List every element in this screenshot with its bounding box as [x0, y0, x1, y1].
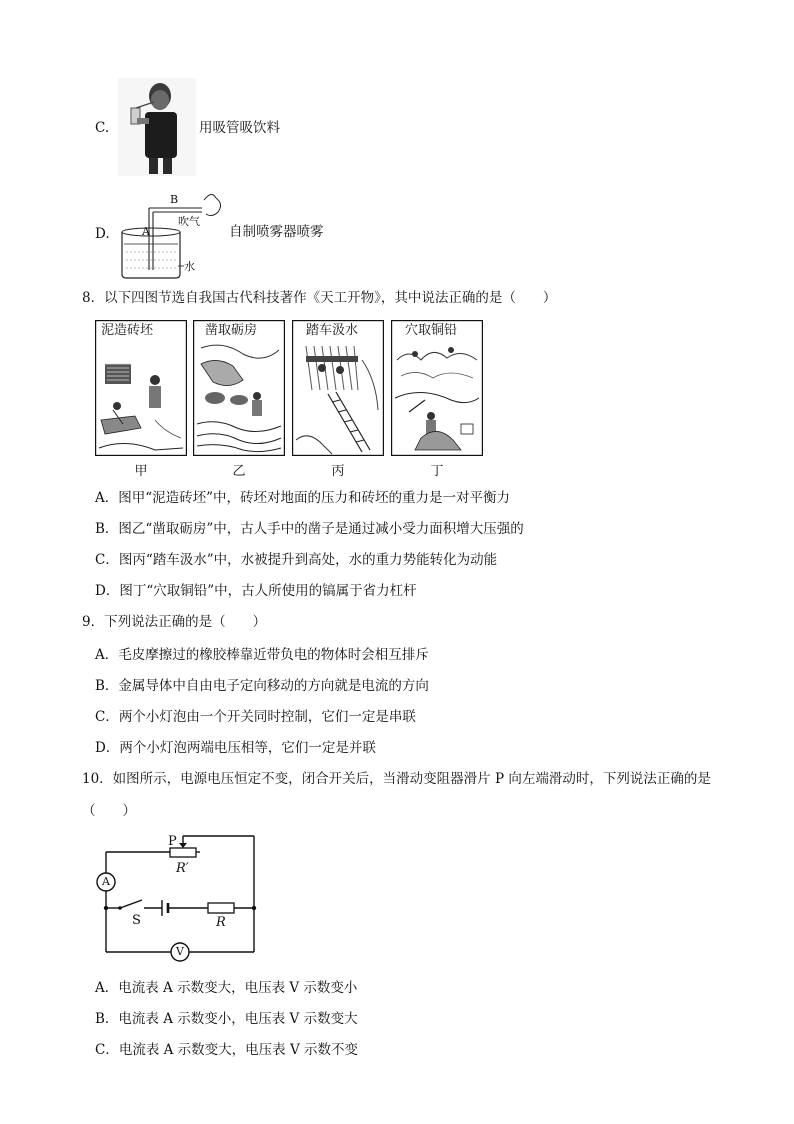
panel-bing-caption: 丙 — [331, 464, 345, 479]
circuit-label-v: V — [176, 945, 184, 958]
sprayer-label-a: A — [142, 225, 150, 238]
circuit-label-p: P — [168, 834, 177, 849]
sprayer-diagram — [120, 182, 230, 280]
q9-option-b: B．金属导体中自由电子定向移动的方向就是电流的方向 — [95, 678, 429, 694]
q10-stem-line2: （ ） — [82, 803, 136, 819]
child-drinking-straw-photo — [118, 78, 196, 176]
panel-jia-caption: 甲 — [134, 464, 148, 479]
sprayer-label-blow: 吹气 — [178, 215, 200, 228]
panel-bing — [292, 320, 384, 456]
circuit-label-r: R — [216, 915, 226, 930]
q10-option-c: C．电流表 A 示数变大，电压表 V 示数不变 — [95, 1042, 358, 1058]
panel-yi-title: 凿取砺房 — [205, 323, 258, 338]
circuit-diagram — [92, 832, 272, 964]
q7-option-d-letter: D. — [95, 226, 110, 242]
q7-option-c-letter: C. — [95, 120, 110, 136]
circuit-label-rprime: R′ — [176, 861, 189, 876]
q10-stem-line1: 10．如图所示，电源电压恒定不变，闭合开关后，当滑动变阻器滑片 P 向左端滑动时，下列说法正确的是 — [82, 771, 711, 787]
q10-option-b: B．电流表 A 示数变小，电压表 V 示数变大 — [95, 1011, 358, 1027]
panel-ding-title: 穴取铜铅 — [405, 323, 458, 338]
panel-bing-title: 踏车汲水 — [306, 323, 359, 338]
panel-ding-caption: 丁 — [430, 464, 444, 479]
q8-option-d: D．图丁“穴取铜铅”中，古人所使用的镐属于省力杠杆 — [95, 583, 417, 599]
q9-option-a: A．毛皮摩擦过的橡胶棒靠近带负电的物体时会相互排斥 — [95, 647, 429, 663]
circuit-label-s: S — [132, 913, 141, 928]
sprayer-label-water: 水 — [184, 260, 195, 273]
sprayer-label-b: B — [170, 193, 179, 206]
q8-option-b: B．图乙“凿取砺房”中，古人手中的凿子是通过减小受力面积增大压强的 — [95, 521, 524, 537]
q8-option-a: A．图甲“泥造砖坯”中，砖坯对地面的压力和砖坯的重力是一对平衡力 — [95, 490, 511, 506]
panel-yi-caption: 乙 — [232, 464, 246, 479]
q9-stem: 9．下列说法正确的是（ ） — [82, 614, 267, 630]
q8-option-c: C．图丙“踏车汲水”中，水被提升到高处，水的重力势能转化为动能 — [95, 552, 498, 568]
q7-option-d-text: 自制喷雾器喷雾 — [229, 224, 324, 240]
q7-option-c-text: 用吸管吸饮料 — [199, 120, 280, 136]
panel-jia — [95, 320, 187, 456]
q8-stem: 8．以下四图节选自我国古代科技著作《天工开物》，其中说法正确的是（ ） — [82, 290, 557, 306]
panel-yi — [193, 320, 285, 456]
panel-jia-title: 泥造砖坯 — [101, 323, 154, 338]
q10-option-a: A．电流表 A 示数变大，电压表 V 示数变小 — [95, 980, 358, 996]
panel-ding — [391, 320, 483, 456]
circuit-label-a: A — [102, 875, 110, 888]
q9-option-d: D．两个小灯泡两端电压相等，它们一定是并联 — [95, 740, 376, 756]
q9-option-c: C．两个小灯泡由一个开关同时控制，它们一定是串联 — [95, 709, 416, 725]
